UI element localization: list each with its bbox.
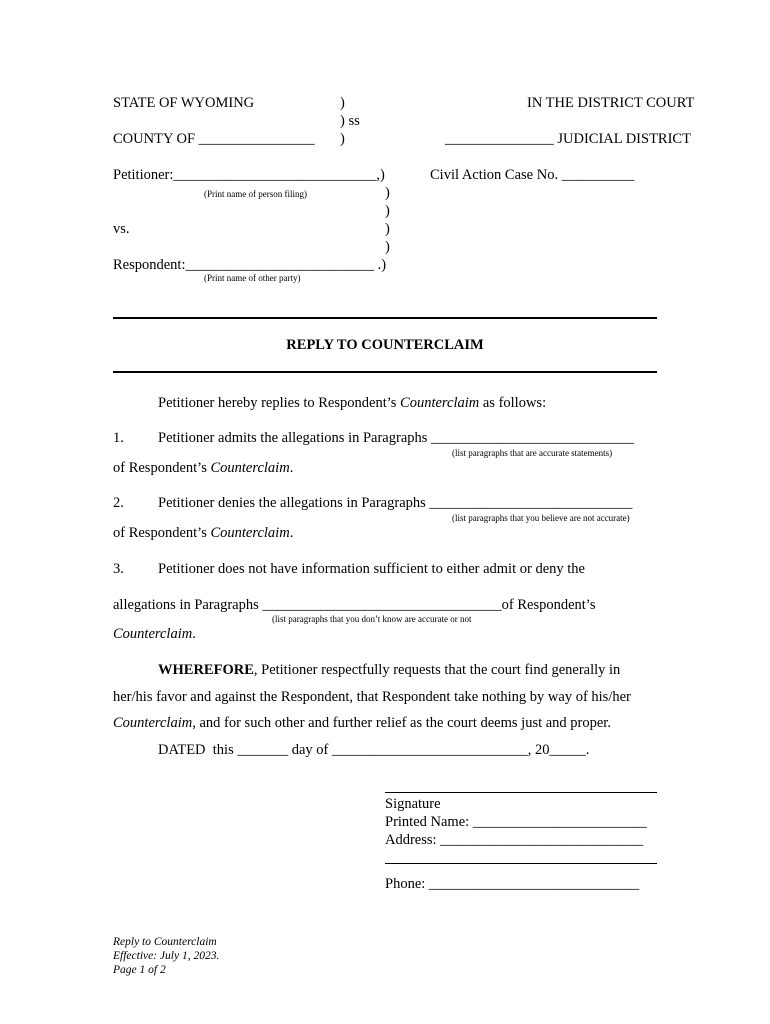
respondent-hint: (Print name of other party) [204, 273, 301, 283]
item-trail-italic: Counterclaim [210, 525, 290, 541]
petitioner-field[interactable]: Petitioner:____________________________,) [113, 167, 385, 183]
footer-effective: Effective: July 1, 2023. [113, 950, 220, 962]
item-number: 1. [113, 430, 124, 446]
county-label: COUNTY OF ________________ [113, 131, 315, 147]
item-trail-before: of Respondent’s [113, 460, 211, 476]
item-trail-after: . [289, 525, 294, 541]
intro-text-italic: Counterclaim [400, 395, 480, 411]
phone-field[interactable]: Phone: _____________________________ [385, 876, 640, 892]
intro-text-before: Petitioner hereby replies to Respondent’s [158, 395, 401, 411]
state-label: STATE OF WYOMING [113, 95, 255, 111]
caption-paren: ) [340, 131, 345, 147]
item-trail-after: . [289, 460, 294, 476]
item-trail [113, 460, 293, 476]
wherefore-text: , and for such other and further relief as the court deems just and proper. [192, 715, 611, 731]
footer-title: Reply to Counterclaim [113, 936, 217, 948]
address-field[interactable]: Address: ____________________________ [385, 832, 644, 848]
caption-paren: ) [385, 221, 390, 237]
signature-label: Signature [385, 796, 441, 812]
dated-field[interactable]: DATED this _______ day of ___________________________, 20_____. [158, 742, 590, 758]
wherefore-bold: WHEREFORE [158, 662, 254, 678]
title-rule-top [113, 317, 657, 319]
item-trail-before: of Respondent’s [113, 525, 211, 541]
title-rule-bottom [113, 371, 657, 373]
wherefore-italic: Counterclaim [113, 715, 193, 731]
item-trail [113, 626, 196, 642]
item-text: Petitioner does not have information sufficient to either admit or deny the [158, 561, 585, 577]
item-trail-italic: Counterclaim [113, 626, 193, 642]
admits-hint: (list paragraphs that are accurate statements) [452, 448, 613, 458]
judicial-district-label: _______________ JUDICIAL DISTRICT [445, 131, 691, 147]
wherefore-line-1 [158, 662, 620, 678]
footer-page: Page 1 of 2 [113, 964, 166, 976]
unknown-hint: (list paragraphs that you don’t know are accurate or not [272, 614, 472, 624]
item-trail-italic: Counterclaim [210, 460, 290, 476]
item-trail [113, 525, 293, 541]
item-trail-after: . [192, 626, 196, 642]
denies-hint: (list paragraphs that you believe are not accurate) [452, 513, 630, 523]
item-number: 2. [113, 495, 124, 511]
court-label: IN THE DISTRICT COURT [527, 95, 695, 111]
petitioner-hint: (Print name of person filing) [204, 189, 307, 199]
caption-paren: ) [340, 95, 345, 111]
unknown-paragraphs-field[interactable]: allegations in Paragraphs _________________________________of Respondent’s [113, 597, 596, 613]
document-title: REPLY TO COUNTERCLAIM [286, 337, 484, 353]
versus-label: vs. [113, 221, 130, 237]
wherefore-text: , Petitioner respectfully requests that the court find generally in [253, 662, 621, 678]
intro-text-after: as follows: [479, 395, 547, 411]
caption-paren: ) [385, 203, 390, 219]
case-number-field[interactable]: Civil Action Case No. __________ [430, 167, 635, 183]
caption-ss: ) ss [340, 113, 360, 129]
printed-name-field[interactable]: Printed Name: ________________________ [385, 814, 647, 830]
caption-paren: ) [385, 239, 390, 255]
denies-paragraphs-field[interactable]: Petitioner denies the allegations in Paragraphs ____________________________ [158, 495, 633, 511]
admits-paragraphs-field[interactable]: Petitioner admits the allegations in Paragraphs ____________________________ [158, 430, 635, 446]
wherefore-line-2: her/his favor and against the Respondent, that Respondent take nothing by way of his/her [113, 689, 631, 705]
caption-paren: ) [385, 185, 390, 201]
intro-text [158, 395, 546, 411]
respondent-field[interactable]: Respondent:__________________________ .) [113, 257, 387, 273]
wherefore-line-3 [113, 715, 611, 731]
signature-line[interactable] [385, 792, 657, 793]
address-line-2[interactable] [385, 863, 657, 864]
item-number: 3. [113, 561, 124, 577]
